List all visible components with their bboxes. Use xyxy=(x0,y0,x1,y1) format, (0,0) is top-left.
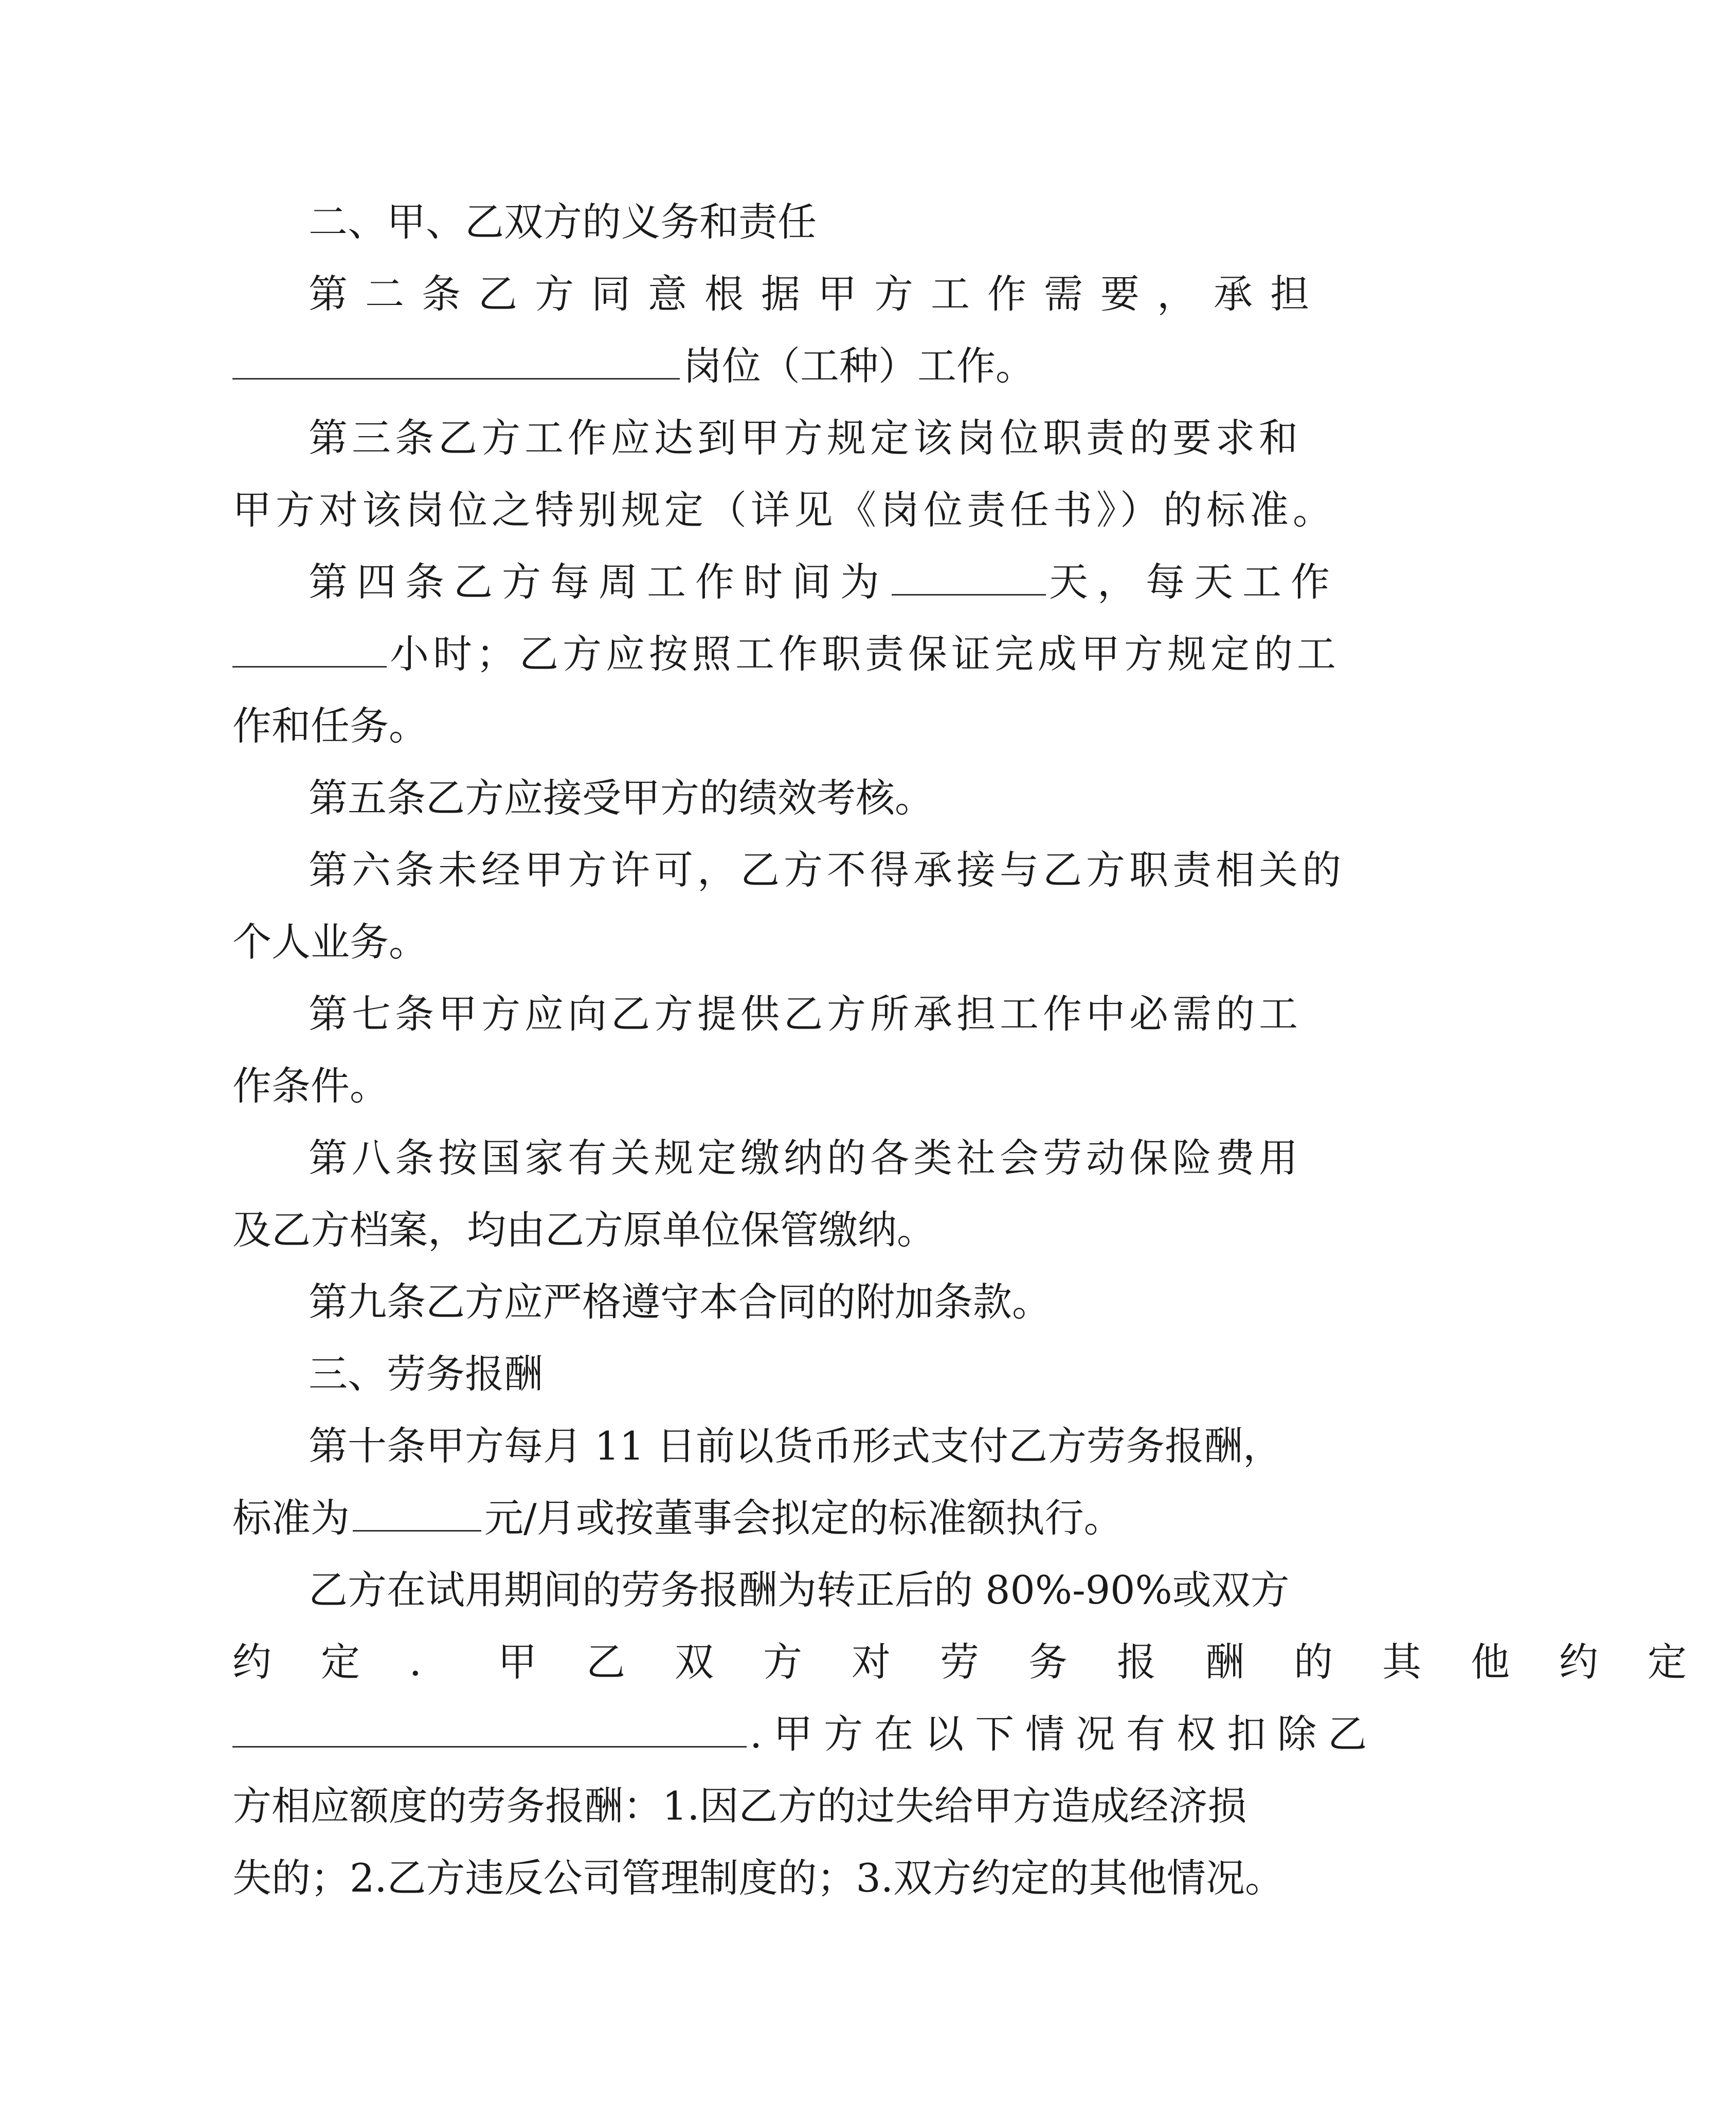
article-10-line-1: 第十条甲方每月 11 日前以货币形式支付乙方劳务报酬， xyxy=(309,1423,1282,1469)
article-4-text-a: 第四条乙方每周工作时间为 xyxy=(309,559,889,605)
probation-pay-line-2 xyxy=(232,1631,1736,1693)
probation-pay-line-3 xyxy=(232,1703,1379,1765)
article-2-text: 第二条乙方同意根据甲方工作需要，承担 xyxy=(309,271,1327,317)
article-9: 第九条乙方应严格遵守本合同的附加条款。 xyxy=(309,1279,1051,1325)
section-heading-duties: 二、甲、乙双方的义务和责任 xyxy=(309,199,817,245)
article-2-line-1 xyxy=(309,263,1327,325)
article-8-line-2: 及乙方档案，均由乙方原单位保管缴纳。 xyxy=(232,1207,936,1253)
probation-pay-line-1: 乙方在试用期间的劳务报酬为转正后的 80%-90%或双方 xyxy=(309,1567,1290,1613)
days-per-week-blank xyxy=(892,558,1046,596)
article-4-line-1 xyxy=(309,551,1339,613)
article-2-line-2 xyxy=(232,335,1261,397)
probation-pay-line-4: 方相应额度的劳务报酬：1.因乙方的过失给甲方造成经济损 xyxy=(232,1783,1247,1829)
article-10-line-2 xyxy=(232,1487,1261,1549)
article-4-text-after-blank: 小时；乙方应按照工作职责保证完成甲方规定的工 xyxy=(390,631,1340,677)
monthly-amount-blank xyxy=(353,1494,481,1532)
other-agreement-text: 约定．甲乙双方对劳务报酬的其他约定 xyxy=(232,1639,1736,1685)
job-position-blank xyxy=(232,342,680,380)
article-7-line-1: 第七条甲方应向乙方提供乙方所承担工作中必需的工 xyxy=(309,991,1302,1037)
article-10-text-after-blank: 元/月或按董事会拟定的标准额执行。 xyxy=(484,1495,1123,1541)
article-5: 第五条乙方应接受甲方的绩效考核。 xyxy=(309,775,934,821)
article-2-text-after-blank: 岗位（工种）工作。 xyxy=(683,343,1035,389)
article-7-line-2: 作条件。 xyxy=(232,1063,389,1109)
hours-per-day-blank xyxy=(232,630,387,668)
section-heading-remuneration: 三、劳务报酬 xyxy=(309,1351,543,1397)
article-6-line-2: 个人业务。 xyxy=(232,919,428,965)
article-4-text-b: 天，每天工作 xyxy=(1049,559,1339,605)
article-3-line-1: 第三条乙方工作应达到甲方规定该岗位职责的要求和 xyxy=(309,415,1302,461)
article-4-line-3: 作和任务。 xyxy=(232,703,428,749)
deduction-intro-text: .甲方在以下情况有权扣除乙 xyxy=(750,1711,1379,1757)
other-agreement-blank xyxy=(232,1710,747,1748)
article-3-line-2: 甲方对该岗位之特别规定（详见《岗位责任书》）的标准。 xyxy=(232,487,1336,533)
article-8-line-1: 第八条按国家有关规定缴纳的各类社会劳动保险费用 xyxy=(309,1135,1302,1181)
article-6-line-1: 第六条未经甲方许可，乙方不得承接与乙方职责相关的 xyxy=(309,847,1345,893)
article-4-line-2 xyxy=(232,623,1340,685)
article-10-text-before-blank: 标准为 xyxy=(232,1495,350,1541)
probation-pay-line-5: 失的；2.乙方违反公司管理制度的；3.双方约定的其他情况。 xyxy=(232,1855,1285,1901)
